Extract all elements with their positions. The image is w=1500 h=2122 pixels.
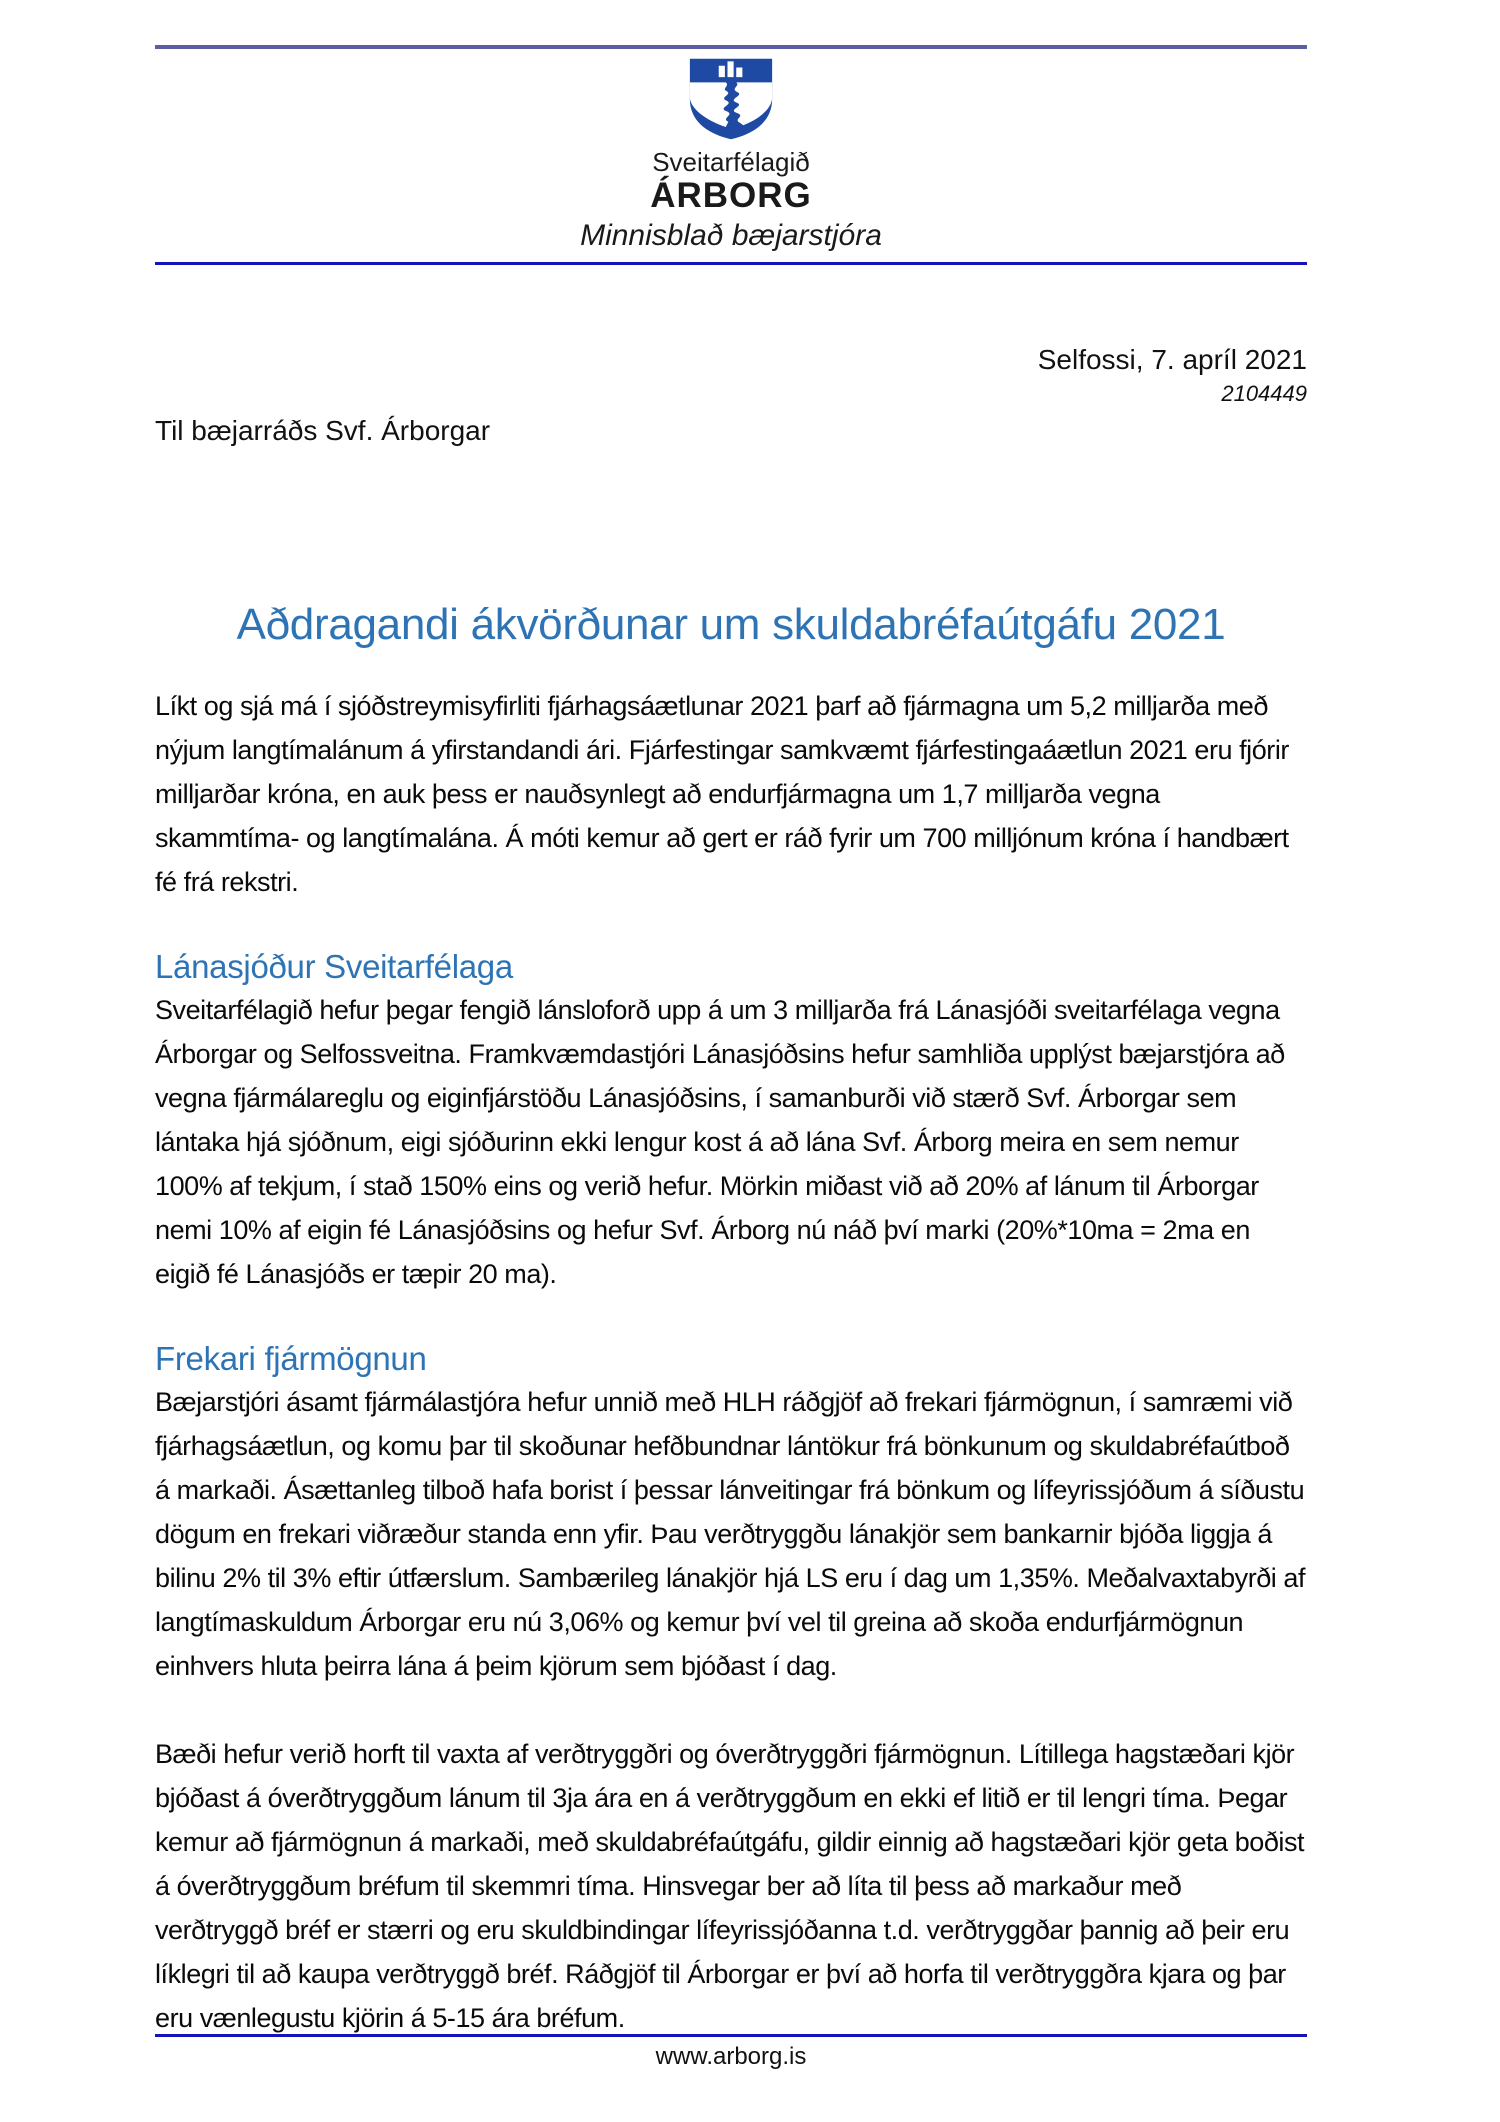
- reference-number: 2104449: [1221, 380, 1307, 406]
- doc-type-label: Minnisblað bæjarstjóra: [580, 218, 882, 252]
- section-paragraph: Bæði hefur verið horft til vaxta af verðtryggðri og óverðtryggðri fjármögnun. Lítillega hagstæðari kjör bjóðast á óverðtryggðum lánum til 3ja ára en á verðtryggðum en ekki ef litið er til lengri tíma. Þegar kemur að fjármögnun á markaði, með skuldabréfaútgáfu, gildir einnig að hagstæðari kjör geta boðist á óverðtryggðum bréfum til skemmri tíma. Hinsvegar ber að líta til þess að markaður með verðtryggð bréf er stærri og eru skuldbindingar lífeyrissjóðanna t.d. verðtryggðar þannig að þeir eru líklegri til að kaupa verðtryggð bréf. Ráðgjöf til Árborgar er því að horfa til verðtryggðra kjara og þar eru vænlegustu kjörin á 5-15 ára bréfum.: [155, 1738, 1305, 2033]
- section-paragraph: Sveitarfélagið hefur þegar fengið lánsloforð upp á um 3 milljarða frá Lánasjóði sveitarfélaga vegna Árborgar og Selfossveitna. Framkvæmdastjóri Lánasjóðsins hefur samhliða upplýst bæjarstjóra að vegna fjármálareglu og eiginfjárstöðu Lánasjóðsins, í samanburði við stærð Svf. Árborgar sem lántaka hjá sjóðnum, eigi sjóðurinn ekki lengur kost á að lána Svf. Árborg meira en sem nemur 100% af tekjum, í stað 150% eins og verið hefur. Mörkin miðast við að 20% af lánum til Árborgar nemi 10% af eigin fé Lánasjóðsins og hefur Svf. Árborg nú náð því marki (20%*10ma = 2ma en eigið fé Lánasjóðs er tæpir 20 ma).: [155, 994, 1285, 1289]
- meta-block: [155, 343, 1307, 448]
- section-lanasjodur: [155, 948, 1307, 1296]
- arborg-coat-of-arms-icon: [687, 57, 775, 141]
- place-date: Selfossi, 7. apríl 2021: [1037, 343, 1307, 375]
- page-footer: [155, 2034, 1307, 2071]
- footer-divider-line: [155, 2034, 1307, 2037]
- section-heading-lanasjodur: Lánasjóður Sveitarfélaga: [155, 947, 513, 985]
- intro-paragraph: Líkt og sjá má í sjóðstreymisyfirliti fjárhagsáætlunar 2021 þarf að fjármagna um 5,2 milljarða með nýjum langtímalánum á yfirstandandi ári. Fjárfestingar samkvæmt fjárfestingaáætlun 2021 eru fjórir milljarðar króna, en auk þess er nauðsynlegt að endurfjármagna um 1,7 milljarða vegna skammtíma- og langtímalána. Á móti kemur að gert er ráð fyrir um 700 milljónum króna í handbært fé frá rekstri.: [155, 690, 1289, 897]
- org-name-large: ÁRBORG: [650, 176, 812, 216]
- section-frekari-fjarmognun: [155, 1340, 1307, 2040]
- page-title: Aðdragandi ákvörðunar um skuldabréfaútgáfu 2021: [236, 599, 1226, 649]
- org-name-small: Sveitarfélagið: [652, 146, 810, 177]
- footer-website: www.arborg.is: [655, 2043, 807, 2070]
- header-divider-line: [155, 262, 1307, 265]
- letterhead: [155, 57, 1307, 252]
- section-paragraph: Bæjarstjóri ásamt fjármálastjóra hefur unnið með HLH ráðgjöf að frekari fjármögnun, í samræmi við fjárhagsáætlun, og komu þar til skoðunar hefðbundnar lántökur frá bönkunum og skuldabréfaútboð á markaði. Ásættanleg tilboð hafa borist í þessar lánveitingar frá bönkum og lífeyrissjóðum á síðustu dögum en frekari viðræður standa enn yfir. Þau verðtryggðu lánakjör sem bankarnir bjóða liggja á bilinu 2% til 3% eftir útfærslum. Sambærileg lánakjör hjá LS eru í dag um 1,35%. Meðalvaxtabyrði af langtímaskuldum Árborgar eru nú 3,06% og kemur því vel til greina að skoða endurfjármögnun einhvers hluta þeirra lána á þeim kjörum sem bjóðast í dag.: [155, 1386, 1306, 1681]
- recipient-line: Til bæjarráðs Svf. Árborgar: [155, 414, 491, 446]
- section-heading-frekari-fjarmognun: Frekari fjármögnun: [155, 1339, 427, 1377]
- page-content: [155, 0, 1307, 2040]
- top-divider-line: [155, 45, 1307, 49]
